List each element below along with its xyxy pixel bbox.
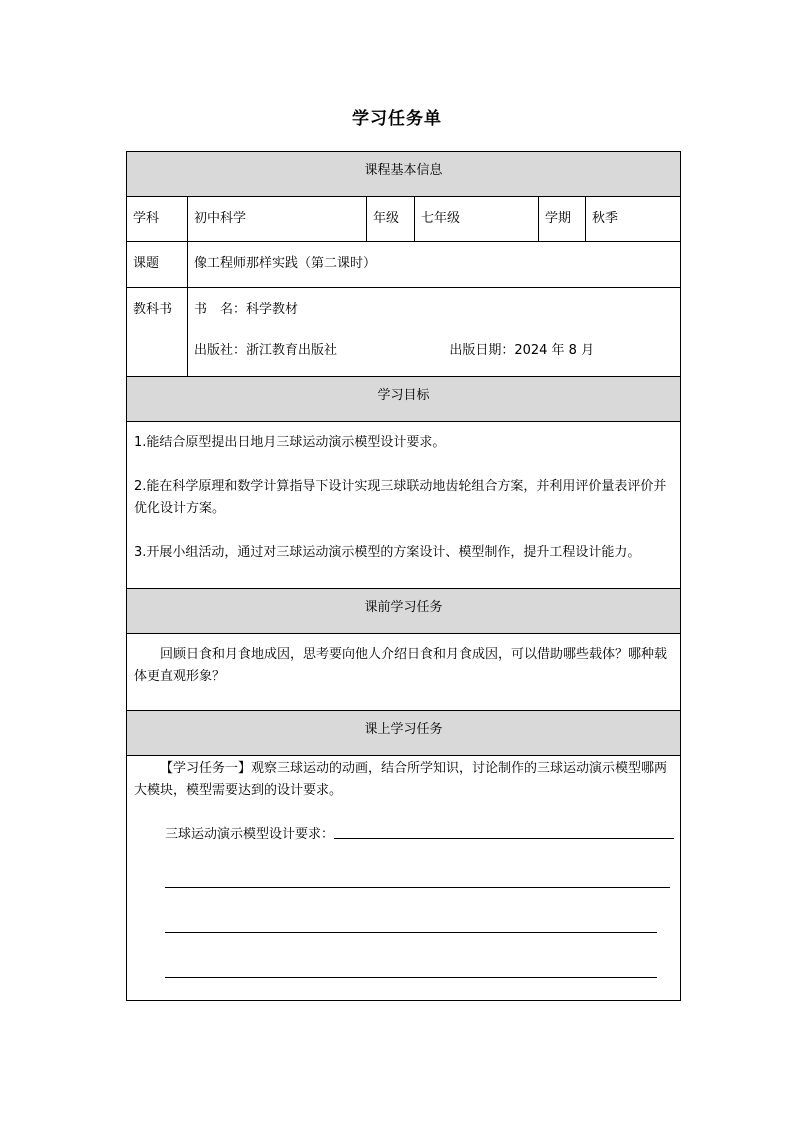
- basic-info-header: 课程基本信息: [127, 152, 681, 197]
- subject-row: [127, 197, 681, 242]
- goal-item: 2.能在科学原理和数学计算指导下设计实现三球联动地齿轮组合方案，并利用评价量表评价并优化设计方案。: [134, 479, 667, 516]
- answer-blank[interactable]: [165, 931, 657, 933]
- in-class-content: [127, 756, 681, 1001]
- subject-value: 初中科学: [188, 197, 367, 242]
- publisher-line: [194, 339, 674, 358]
- term-value: 秋季: [586, 197, 681, 242]
- in-class-header: 课上学习任务: [127, 711, 681, 756]
- goal-item: 1.能结合原型提出日地月三球运动演示模型设计要求。: [134, 435, 446, 450]
- subject-label: 学科: [127, 197, 188, 242]
- pre-class-content: [127, 634, 681, 711]
- task-sheet-table: [126, 151, 681, 1001]
- answer-blank[interactable]: [165, 976, 657, 978]
- grade-label: 年级: [367, 197, 415, 242]
- task-one-text: 【学习任务一】观察三球运动的动画，结合所学知识，讨论制作的三球运动演示模型哪两大模块，模型需要达到的设计要求。: [134, 761, 668, 798]
- term-label: 学期: [539, 197, 586, 242]
- pre-class-text: 回顾日食和月食地成因，思考要向他人介绍日食和月食成因，可以借助哪些载体？哪种载体更直观形象？: [134, 647, 668, 684]
- goals-content: [127, 422, 681, 589]
- requirement-label: 三球运动演示模型设计要求：: [165, 827, 335, 842]
- answer-blank[interactable]: [334, 837, 674, 839]
- textbook-info: [188, 288, 681, 377]
- goal-item: 3.开展小组活动，通过对三球运动演示模型的方案设计、模型制作，提升工程设计能力。: [134, 545, 641, 560]
- grade-value: 七年级: [415, 197, 539, 242]
- goals-header: 学习目标: [127, 377, 681, 422]
- publish-date: 出版日期：2024 年 8 月: [449, 343, 595, 358]
- requirement-line: [134, 823, 674, 842]
- basic-info-header-row: [127, 152, 681, 197]
- pre-class-header-row: [127, 589, 681, 634]
- publisher: 出版社：浙江教育出版社: [194, 343, 338, 358]
- goals-header-row: [127, 377, 681, 422]
- pre-class-header: 课前学习任务: [127, 589, 681, 634]
- textbook-label: 教科书: [127, 288, 188, 377]
- topic-value: 像工程师那样实践（第二课时）: [188, 242, 681, 288]
- pre-class-row: [127, 634, 681, 711]
- book-name: 书 名：科学教材: [194, 302, 299, 317]
- in-class-row: [127, 756, 681, 1001]
- page-title: 学习任务单: [352, 109, 442, 129]
- topic-label: 课题: [127, 242, 188, 288]
- topic-row: [127, 242, 681, 288]
- textbook-row: [127, 288, 681, 377]
- in-class-header-row: [127, 711, 681, 756]
- answer-blank[interactable]: [165, 886, 670, 888]
- goals-row: [127, 422, 681, 589]
